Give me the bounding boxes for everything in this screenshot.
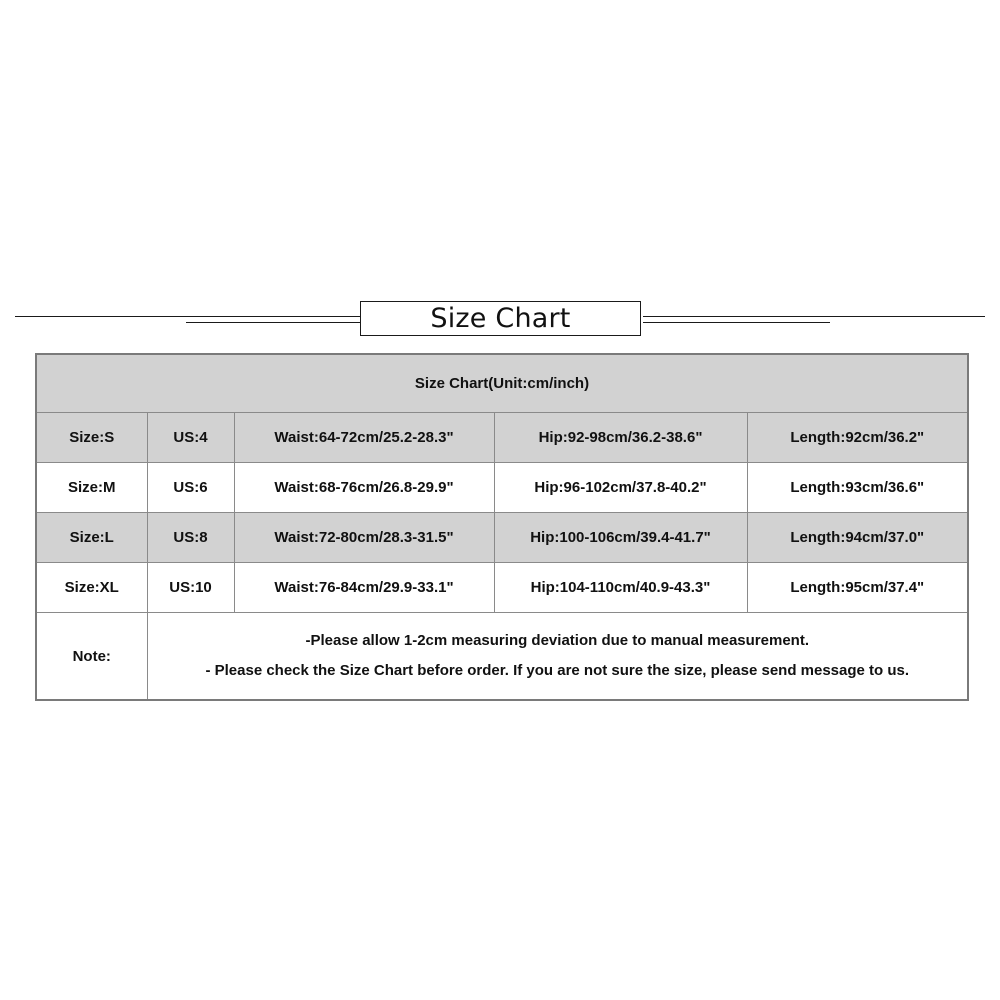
us-cell: US:6	[147, 463, 234, 513]
table-row	[36, 513, 968, 563]
size-cell: Size:M	[36, 463, 147, 513]
waist-cell: Waist:64-72cm/25.2-28.3"	[234, 413, 494, 463]
header-rule-inner-left	[186, 322, 360, 323]
table-row	[36, 563, 968, 613]
hip-cell: Hip:96-102cm/37.8-40.2"	[494, 463, 747, 513]
note-row	[36, 613, 968, 701]
hip-cell: Hip:92-98cm/36.2-38.6"	[494, 413, 747, 463]
table-row	[36, 413, 968, 463]
title-box	[360, 301, 641, 336]
note-line: -Please allow 1-2cm measuring deviation due to manual measurement.	[305, 632, 809, 649]
table-row	[36, 463, 968, 513]
size-chart-table	[35, 353, 969, 701]
size-cell: Size:S	[36, 413, 147, 463]
page-title: Size Chart	[430, 303, 571, 334]
us-cell: US:8	[147, 513, 234, 563]
note-line: - Please check the Size Chart before order. If you are not sure the size, please send message to us.	[205, 662, 910, 679]
note-label: Note:	[36, 613, 147, 701]
hip-cell: Hip:100-106cm/39.4-41.7"	[494, 513, 747, 563]
waist-cell: Waist:68-76cm/26.8-29.9"	[234, 463, 494, 513]
waist-cell: Waist:76-84cm/29.9-33.1"	[234, 563, 494, 613]
length-cell: Length:94cm/37.0"	[747, 513, 968, 563]
hip-cell: Hip:104-110cm/40.9-43.3"	[494, 563, 747, 613]
table-caption: Size Chart(Unit:cm/inch)	[36, 354, 968, 413]
length-cell: Length:95cm/37.4"	[747, 563, 968, 613]
size-cell: Size:L	[36, 513, 147, 563]
header-rule-right	[643, 316, 985, 317]
note-content	[147, 613, 968, 701]
us-cell: US:10	[147, 563, 234, 613]
header-rule-left	[15, 316, 360, 317]
header-rule-inner-right	[643, 322, 830, 323]
us-cell: US:4	[147, 413, 234, 463]
table-caption-row	[36, 354, 968, 413]
length-cell: Length:92cm/36.2"	[747, 413, 968, 463]
length-cell: Length:93cm/36.6"	[747, 463, 968, 513]
size-cell: Size:XL	[36, 563, 147, 613]
waist-cell: Waist:72-80cm/28.3-31.5"	[234, 513, 494, 563]
